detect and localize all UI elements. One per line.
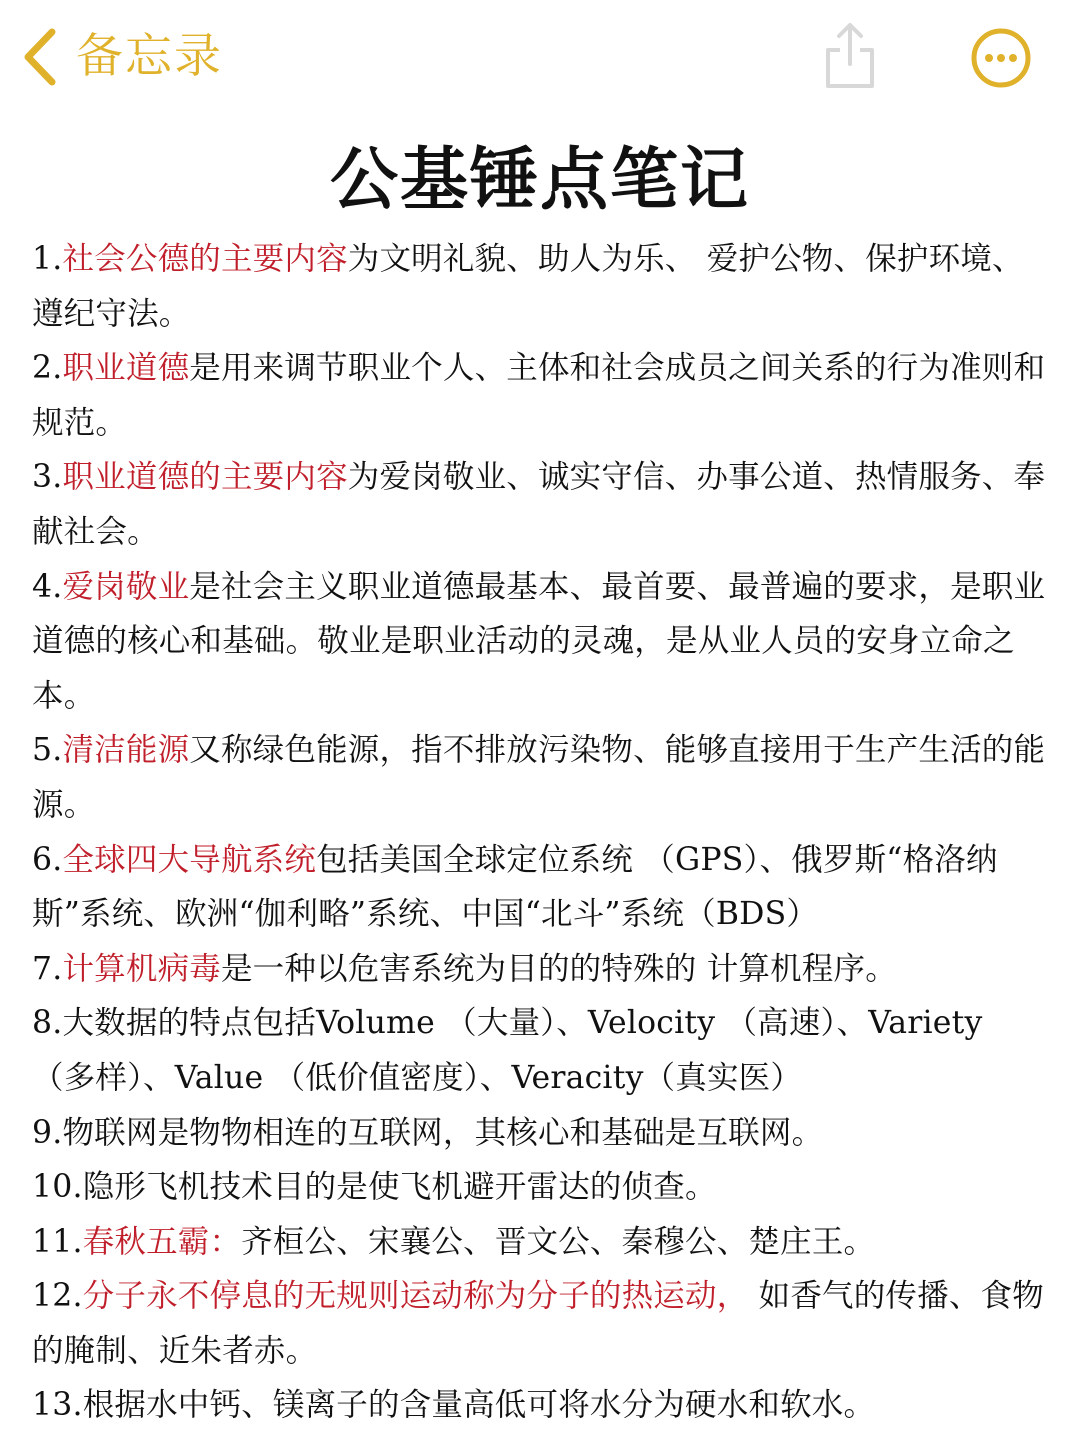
item-number: 3. xyxy=(32,459,63,496)
item-number: 8. xyxy=(32,1005,63,1042)
item-number: 12. xyxy=(32,1278,83,1315)
item-keyword: 职业道德的主要内容 xyxy=(62,459,348,496)
note-item xyxy=(32,560,1048,724)
back-label: 备忘录 xyxy=(76,29,223,84)
note-title: 公基锤点笔记 xyxy=(329,140,750,220)
back-button[interactable] xyxy=(22,26,223,88)
note-item xyxy=(32,1378,1048,1433)
item-number: 5. xyxy=(32,732,63,769)
item-keyword: 清洁能源 xyxy=(62,732,190,769)
note-item xyxy=(32,232,1048,341)
note-item xyxy=(32,1269,1048,1378)
item-keyword: 春秋五霸： xyxy=(82,1223,242,1260)
item-keyword: 分子永不停息的无规则运动称为分子的热运动， xyxy=(82,1278,749,1315)
item-text: 包括美国全球定位系统 （GPS）、俄罗斯“格洛纳斯”系统、欧洲“伽利略”系统、中国“北斗”系统（BDS） xyxy=(32,841,998,933)
note-item xyxy=(32,1160,1048,1215)
note-item xyxy=(32,1106,1048,1161)
item-keyword: 爱岗敬业 xyxy=(62,568,190,605)
item-text: 是一种以危害系统为目的的特殊的 计算机程序。 xyxy=(220,950,897,987)
note-item xyxy=(32,341,1048,450)
item-number: 4. xyxy=(32,568,63,605)
item-keyword: 社会公德的主要内容 xyxy=(62,241,348,277)
item-number: 11. xyxy=(32,1223,83,1260)
nav-bar xyxy=(0,0,1080,120)
note-item xyxy=(32,942,1048,997)
item-number: 10. xyxy=(32,1169,83,1206)
item-number: 7. xyxy=(32,950,63,987)
item-text: 为文明礼貌、助人为乐、 爱护公物、保护环境、遵纪守法。 xyxy=(32,241,1024,332)
item-text: 根据水中钙、镁离子的含量高低可将水分为硬水和软水。 xyxy=(82,1387,876,1424)
item-text: 隐形飞机技术目的是使飞机避开雷达的侦查。 xyxy=(82,1169,717,1206)
item-number: 6. xyxy=(32,841,63,878)
note-item xyxy=(32,996,1048,1105)
item-text: 如香气的传播、食物的腌制、近朱者赤。 xyxy=(32,1278,1044,1369)
item-text: 大数据的特点包括Volume （大量）、Velocity （高速）、Variety （多样）、Value （低价值密度）、Veracity（真实医） xyxy=(32,1005,983,1096)
item-number: 2. xyxy=(32,350,63,387)
item-text: 是社会主义职业道德最基本、最首要、最普遍的要求，是职业道德的核心和基础。敬业是职业活动的灵魂，是从业人员的安身立命之本。 xyxy=(32,568,1046,714)
share-icon xyxy=(820,77,880,96)
share-button[interactable] xyxy=(820,20,880,96)
item-text: 又称绿色能源，指不排放污染物、能够直接用于生产生活的能源。 xyxy=(32,732,1046,823)
item-number: 9. xyxy=(32,1114,63,1151)
note-item xyxy=(32,1215,1048,1270)
item-text: 为爱岗敬业、诚实守信、办事公道、热情服务、奉献社会。 xyxy=(32,459,1046,550)
item-number: 1. xyxy=(32,241,63,277)
note-item xyxy=(32,723,1048,832)
note-item xyxy=(32,450,1048,559)
item-keyword: 全球四大导航系统 xyxy=(62,841,317,878)
chevron-left-icon xyxy=(22,26,58,88)
item-text: 物联网是物物相连的互联网，其核心和基础是互联网。 xyxy=(62,1114,824,1151)
note-item xyxy=(32,833,1048,942)
more-icon xyxy=(970,74,1032,93)
item-text: 是用来调节职业个人、主体和社会成员之间关系的行为准则和规范。 xyxy=(32,350,1046,441)
item-number: 13. xyxy=(32,1387,83,1424)
item-keyword: 职业道德 xyxy=(62,350,190,387)
item-keyword: 计算机病毒 xyxy=(62,950,221,987)
note-body xyxy=(32,232,1048,1433)
more-button[interactable] xyxy=(970,27,1032,93)
item-text: 齐桓公、宋襄公、晋文公、秦穆公、楚庄王。 xyxy=(241,1223,876,1260)
